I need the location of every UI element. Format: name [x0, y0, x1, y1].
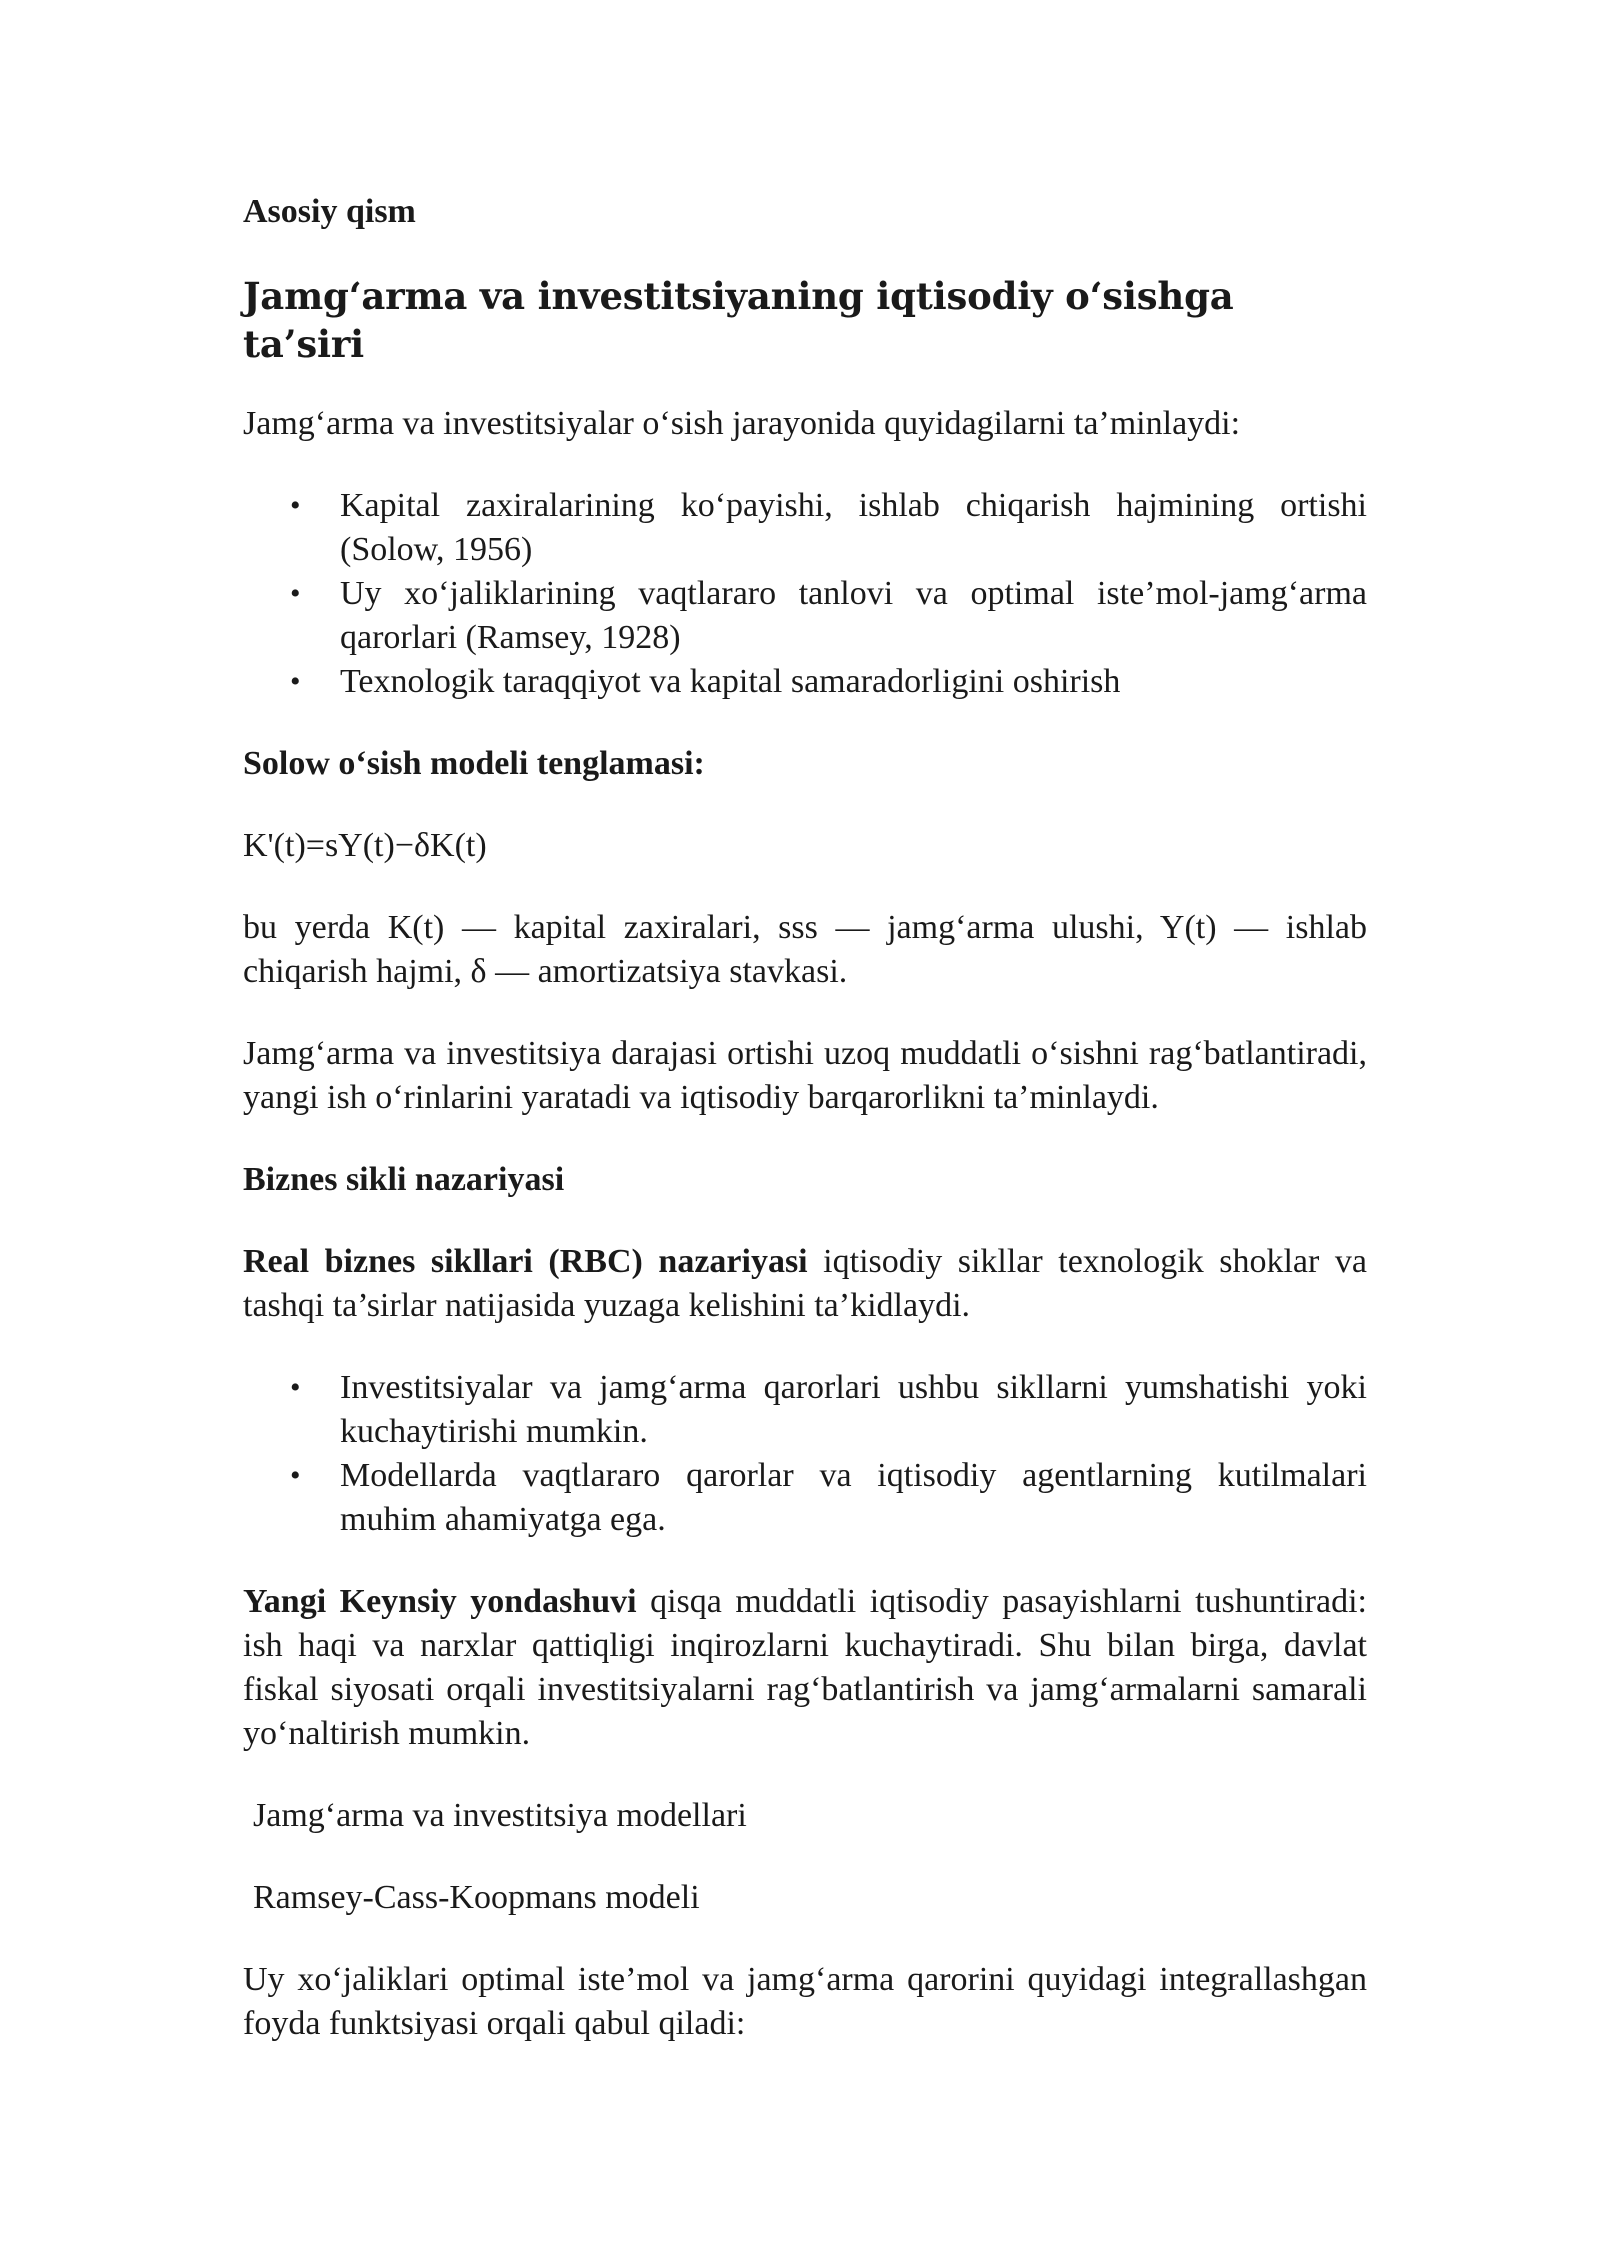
- bullet-list-business-cycles: [243, 1366, 1367, 1542]
- list-item: [290, 1454, 1367, 1542]
- business-cycle-heading: Biznes sikli nazariyasi: [243, 1161, 565, 1198]
- bullet-icon: •: [290, 1459, 301, 1492]
- list-item: [290, 572, 1367, 660]
- bullet-icon: •: [290, 665, 301, 698]
- solow-heading: Solow o‘sish modeli tenglamasi:: [243, 745, 705, 782]
- solow-formula: K'(t)=sY(t)−δK(t): [243, 827, 487, 864]
- section-label: Asosiy qism: [243, 193, 416, 230]
- list-item: [290, 484, 1367, 572]
- household-paragraph: Uy xo‘jaliklari optimal iste’mol va jamg‘arma qarorini quyidagi integrallashgan foyda funktsiyasi orqali qabul qiladi:: [243, 1961, 1367, 2042]
- models-heading: Jamg‘arma va investitsiya modellari: [253, 1797, 747, 1834]
- rbc-paragraph: [243, 1240, 1367, 1328]
- bullet-icon: •: [290, 577, 301, 610]
- list-item-text: Modellarda vaqtlararo qarorlar va iqtisodiy agentlarning kutilmalari muhim ahamiyatga ega.: [340, 1457, 1367, 1538]
- bullet-icon: •: [290, 489, 301, 522]
- solow-explanation: bu yerda K(t) — kapital zaxiralari, sss — jamg‘arma ulushi, Y(t) — ishlab chiqarish hajmi, δ — amortizatsiya stavkasi.: [243, 909, 1367, 990]
- rbc-text: iqtisodiy sikllar texnologik shoklar va tashqi ta’sirlar natijasida yuzaga kelishini ta’kidlaydi.: [243, 1243, 1367, 1324]
- keynes-paragraph: [243, 1580, 1367, 1756]
- keynes-text: qisqa muddatli iqtisodiy pasayishlarni tushuntiradi: ish haqi va narxlar qattiqligi inqirozlarni kuchaytiradi. Shu bilan birga, davlat fiskal siyosati orqali investitsiyalarni rag‘batlantirish va jamg‘armalarni samarali yo‘naltirish mumkin.: [243, 1583, 1367, 1752]
- intro-paragraph: Jamg‘arma va investitsiyalar o‘sish jarayonida quyidagilarni ta’minlaydi:: [243, 405, 1241, 442]
- list-item: [290, 660, 1367, 704]
- list-item-text: Uy xo‘jaliklarining vaqtlararo tanlovi va optimal iste’mol-jamg‘arma qarorlari (Ramsey, 1928): [340, 575, 1367, 656]
- growth-paragraph: Jamg‘arma va investitsiya darajasi ortishi uzoq muddatli o‘sishni rag‘batlantiradi, yangi ish o‘rinlarini yaratadi va iqtisodiy barqarorlikni ta’minlaydi.: [243, 1035, 1367, 1116]
- list-item: [290, 1366, 1367, 1454]
- list-item-text: Investitsiyalar va jamg‘arma qarorlari ushbu sikllarni yumshatishi yoki kuchaytirishi mumkin.: [340, 1369, 1367, 1450]
- bullet-list-growth-effects: [243, 484, 1367, 704]
- bullet-icon: •: [290, 1371, 301, 1404]
- rck-heading: Ramsey-Cass-Koopmans modeli: [253, 1879, 700, 1916]
- main-title: Jamg‘arma va investitsiyaning iqtisodiy o‘sishga ta’siri: [243, 274, 1234, 366]
- rbc-term: Real biznes sikllari (RBC) nazariyasi: [243, 1243, 808, 1280]
- document-page: [243, 190, 1367, 2084]
- list-item-text: Texnologik taraqqiyot va kapital samaradorligini oshirish: [340, 663, 1121, 700]
- list-item-text: Kapital zaxiralarining ko‘payishi, ishlab chiqarish hajmining ortishi (Solow, 1956): [340, 487, 1367, 568]
- keynes-term: Yangi Keynsiy yondashuvi: [243, 1583, 637, 1620]
